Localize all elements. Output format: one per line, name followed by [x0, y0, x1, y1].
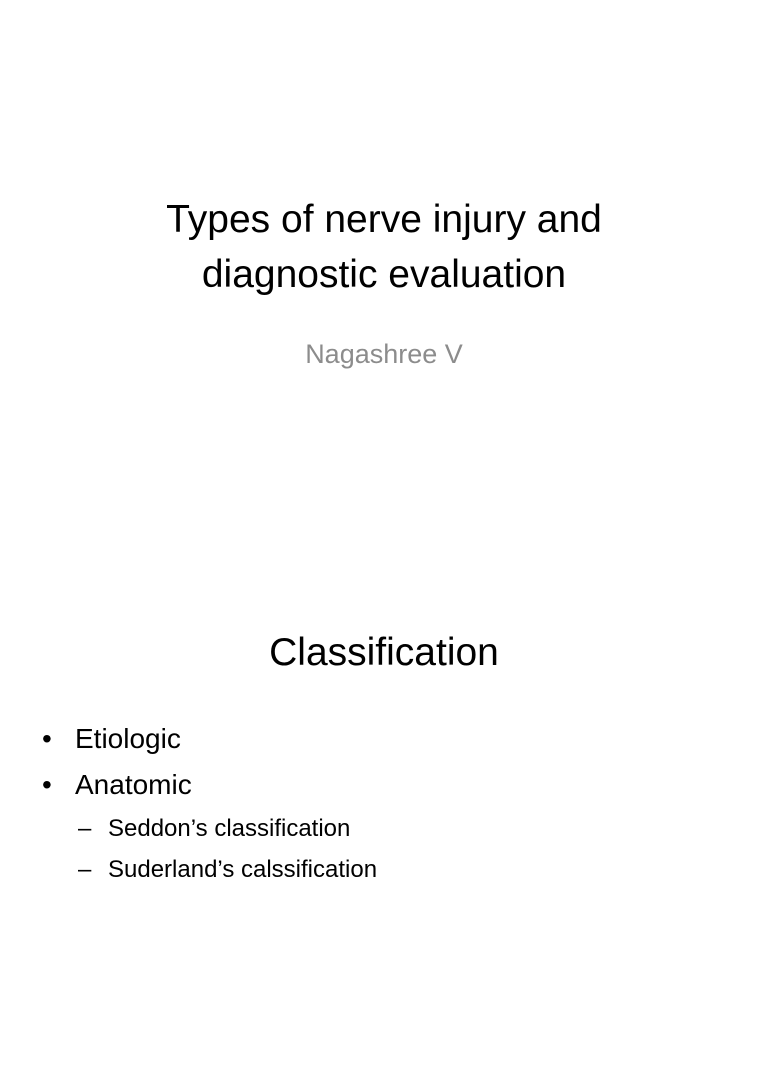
bullet-marker: •	[42, 723, 52, 754]
bullet-text: Anatomic	[75, 769, 192, 800]
bullet-marker: •	[42, 769, 52, 800]
bullet-list	[40, 716, 720, 890]
sub-bullet-marker: –	[78, 815, 92, 842]
sub-bullet-item	[40, 808, 720, 849]
bullet-text: Etiologic	[75, 723, 181, 754]
sub-bullet-text: Suderland’s calssification	[108, 856, 378, 883]
sub-bullet-text: Seddon’s classification	[108, 815, 351, 842]
sub-bullet-item	[40, 849, 720, 890]
title-line-2: diagnostic evaluation	[201, 253, 567, 296]
bullet-item	[40, 762, 720, 808]
bullet-item	[40, 716, 720, 762]
slide-title	[0, 192, 768, 302]
title-line-1: Types of nerve injury and	[166, 198, 602, 241]
sub-bullet-marker: –	[78, 856, 92, 883]
classification-slide	[0, 576, 768, 1088]
title-slide	[0, 0, 768, 512]
slide-title: Classification	[269, 631, 499, 674]
slide-subtitle-author: Nagashree V	[305, 339, 463, 369]
